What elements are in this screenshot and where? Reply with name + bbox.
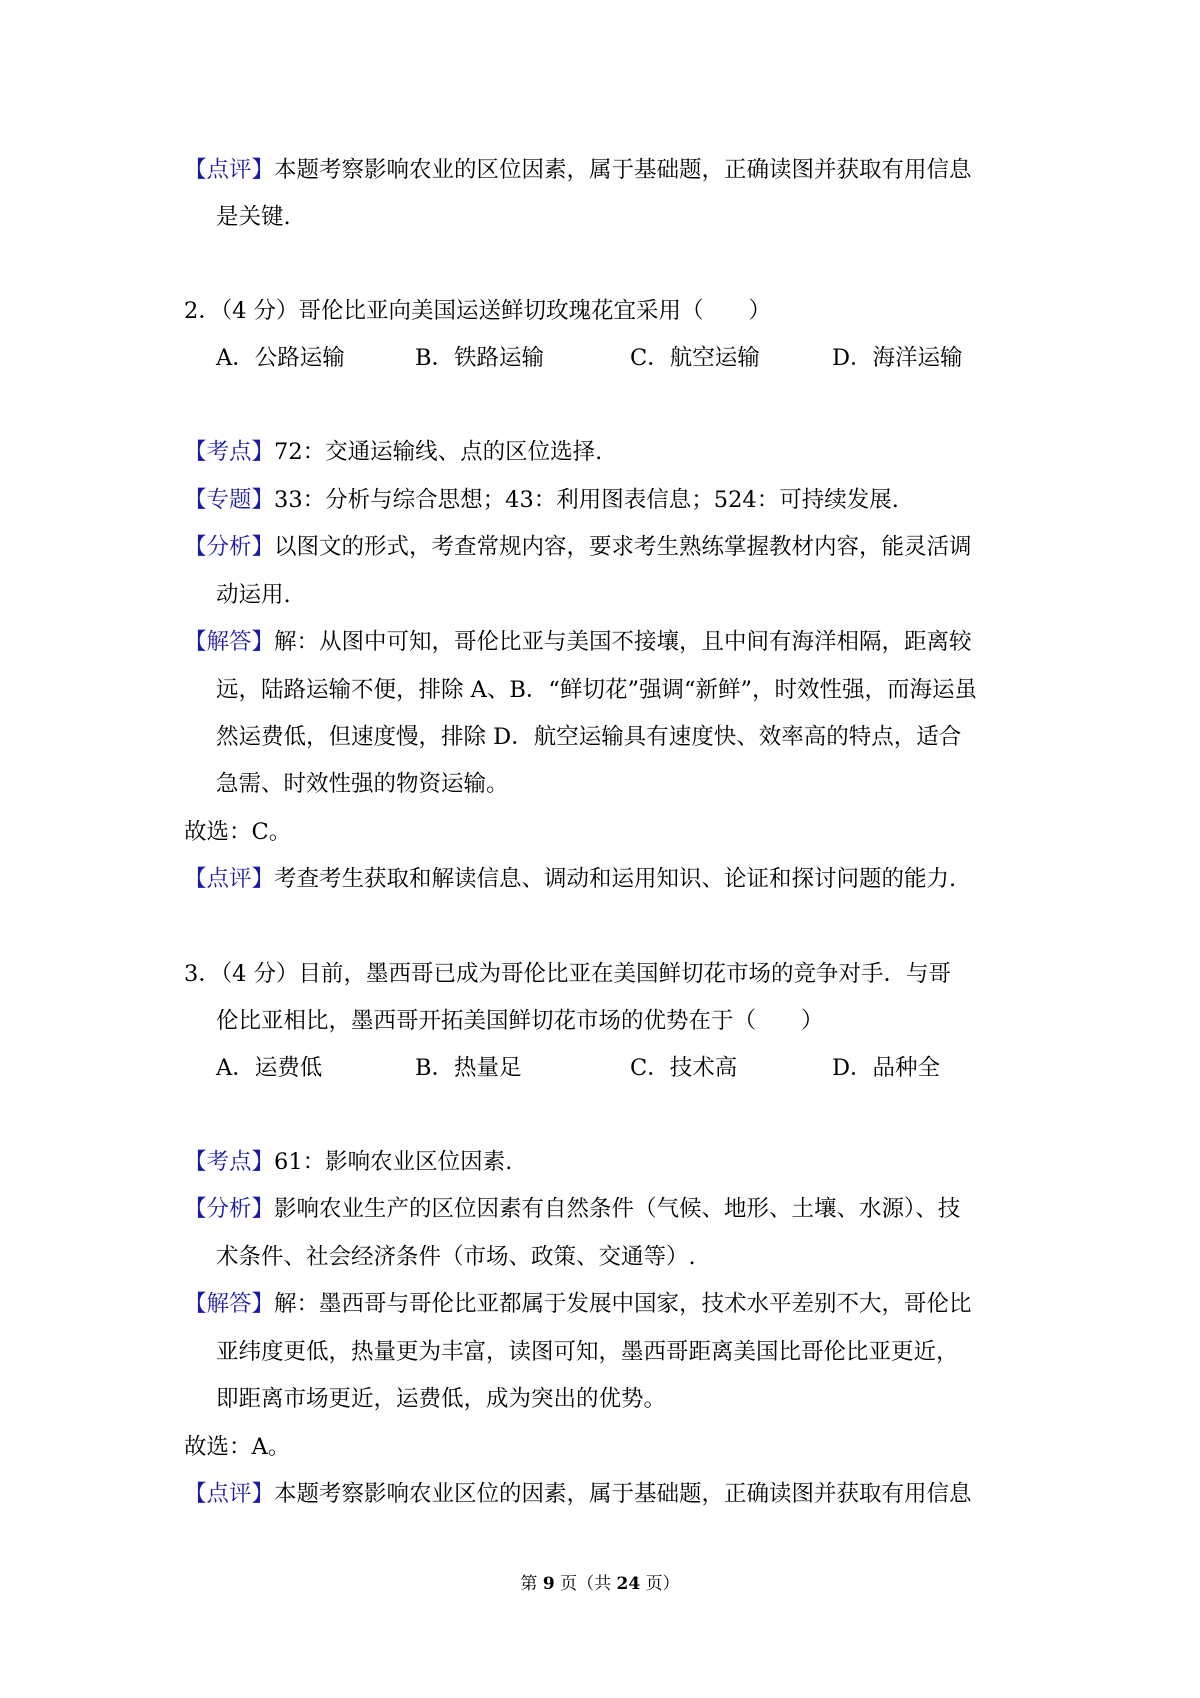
jieda-tag: 【解答】 xyxy=(184,1291,275,1317)
q3-option-c: C．技术高 xyxy=(630,1055,738,1081)
dianping-text: 考查考生获取和解读信息、调动和运用知识、论证和探讨问题的能力. xyxy=(274,866,957,892)
q2-jieda-line2: 远，陆路运输不便，排除 A、B．“鲜切花”强调“新鲜”，时效性强，而海运虽 xyxy=(216,677,977,703)
fenxi-text: 以图文的形式，考查常规内容，要求考生熟练掌握教材内容，能灵活调 xyxy=(274,534,972,560)
q2-answer: 故选：C。 xyxy=(184,819,292,845)
review-text-cont: 是关键. xyxy=(216,204,291,230)
fenxi-tag: 【分析】 xyxy=(184,1196,275,1222)
q3-option-a: A．运费低 xyxy=(216,1055,323,1081)
dianping-tag: 【点评】 xyxy=(184,866,275,892)
q3-answer: 故选：A。 xyxy=(184,1434,291,1460)
q2-option-a: A．公路运输 xyxy=(216,345,345,371)
q3-kaodian xyxy=(184,1147,512,1177)
q3-jieda xyxy=(184,1289,972,1319)
q3-dianping xyxy=(184,1479,972,1509)
question-3-stem-cont: 伦比亚相比，墨西哥开拓美国鲜切花市场的优势在于（ ） xyxy=(216,1008,824,1034)
page-footer xyxy=(0,1572,1200,1596)
q3-jieda-line3: 即距离市场更近，运费低，成为突出的优势。 xyxy=(216,1386,667,1412)
q3-option-d: D．品种全 xyxy=(832,1055,941,1081)
q2-fenxi-cont: 动运用. xyxy=(216,582,291,608)
kaodian-tag: 【考点】 xyxy=(184,1149,275,1175)
review-line xyxy=(184,155,972,185)
dianping-text: 本题考察影响农业区位的因素，属于基础题，正确读图并获取有用信息 xyxy=(274,1481,972,1507)
footer-suffix: 页） xyxy=(645,1574,680,1594)
q2-option-d: D．海洋运输 xyxy=(832,345,963,371)
fenxi-tag: 【分析】 xyxy=(184,534,275,560)
question-3-stem: 3．（4 分）目前，墨西哥已成为哥伦比亚在美国鲜切花市场的竞争对手．与哥 xyxy=(184,961,952,987)
jieda-text: 解：墨西哥与哥伦比亚都属于发展中国家，技术水平差别不大，哥伦比 xyxy=(274,1291,972,1317)
q3-option-b: B．热量足 xyxy=(415,1055,522,1081)
footer-prefix: 第 xyxy=(520,1574,538,1594)
kaodian-tag: 【考点】 xyxy=(184,439,275,465)
q2-dianping xyxy=(184,864,956,894)
footer-middle: 页（共 xyxy=(560,1574,612,1594)
jieda-tag: 【解答】 xyxy=(184,629,275,655)
review-text: 本题考察影响农业的区位因素，属于基础题，正确读图并获取有用信息 xyxy=(274,157,972,183)
q2-jieda xyxy=(184,627,972,657)
dianping-tag: 【点评】 xyxy=(184,1481,275,1507)
q2-option-c: C．航空运输 xyxy=(630,345,760,371)
q2-jieda-line3: 然运费低，但速度慢，排除 D．航空运输具有速度快、效率高的特点，适合 xyxy=(216,724,962,750)
kaodian-text: 61：影响农业区位因素. xyxy=(274,1149,513,1175)
q3-fenxi xyxy=(184,1194,960,1224)
question-2-stem: 2．（4 分）哥伦比亚向美国运送鲜切玫瑰花宜采用（ ） xyxy=(184,298,772,324)
q2-kaodian xyxy=(184,437,602,467)
q2-zhuanti xyxy=(184,485,899,515)
fenxi-text: 影响农业生产的区位因素有自然条件（气候、地形、土壤、水源）、技 xyxy=(274,1196,961,1222)
q3-jieda-line2: 亚纬度更低，热量更为丰富，读图可知，墨西哥距离美国比哥伦比亚更近， xyxy=(216,1339,959,1365)
q2-jieda-line4: 急需、时效性强的物资运输。 xyxy=(216,771,509,797)
q2-fenxi xyxy=(184,532,972,562)
zhuanti-tag: 【专题】 xyxy=(184,487,275,513)
zhuanti-text: 33：分析与综合思想；43：利用图表信息；524：可持续发展. xyxy=(274,487,899,513)
kaodian-text: 72：交通运输线、点的区位选择. xyxy=(274,439,603,465)
jieda-text: 解：从图中可知，哥伦比亚与美国不接壤，且中间有海洋相隔，距离较 xyxy=(274,629,972,655)
footer-page-number: 9 xyxy=(542,1574,555,1594)
footer-total-pages: 24 xyxy=(616,1574,641,1594)
q2-option-b: B．铁路运输 xyxy=(415,345,545,371)
q3-fenxi-cont: 术条件、社会经济条件（市场、政策、交通等）. xyxy=(216,1244,696,1270)
review-tag: 【点评】 xyxy=(184,157,275,183)
